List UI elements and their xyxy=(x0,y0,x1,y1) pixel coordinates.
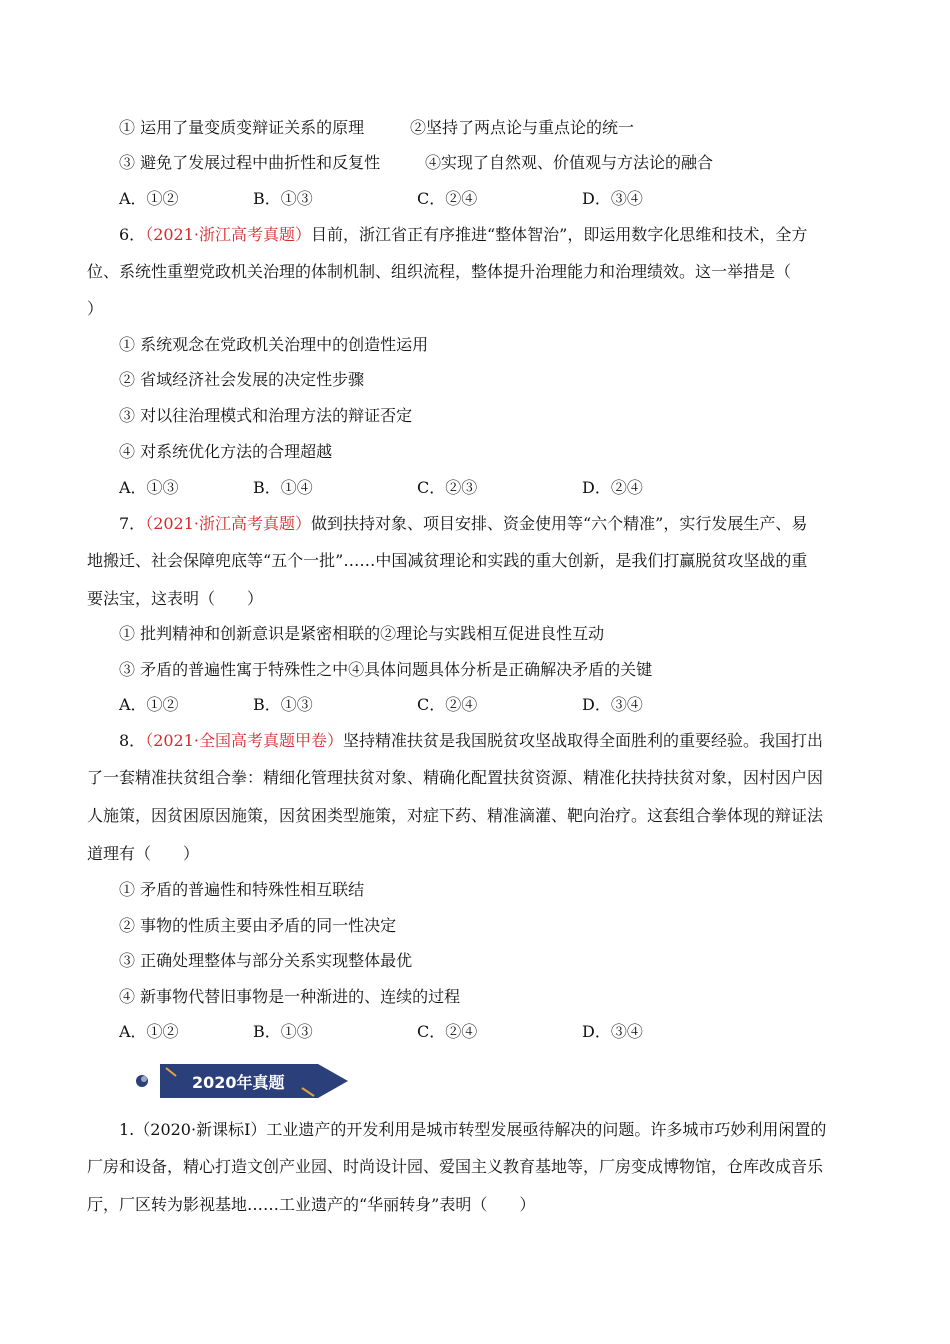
question-text: 目前，浙江省正有序推进“整体智治”，即运用数字化思维和技术，全方 xyxy=(311,225,808,244)
question-number: 7． xyxy=(119,514,146,533)
choice-a[interactable]: A．①③ xyxy=(119,478,179,497)
choice-a[interactable]: A．①② xyxy=(119,695,179,714)
q6-statement-1: ① 系统观念在党政机关治理中的创造性运用 xyxy=(119,335,429,354)
choice-d[interactable]: D．③④ xyxy=(582,695,643,714)
choice-a[interactable]: A．①② xyxy=(119,189,179,208)
choice-d[interactable]: D．③④ xyxy=(582,189,643,208)
q7-stem-line-1 xyxy=(119,514,807,534)
q5-statement-4: ④实现了自然观、价值观与方法论的融合 xyxy=(425,153,714,172)
q6-stem-line-3: ） xyxy=(87,299,104,318)
choice-d[interactable]: D．②④ xyxy=(582,478,643,497)
question-source: （2021·全国高考真题甲卷） xyxy=(145,731,343,750)
choice-b[interactable]: B．①③ xyxy=(253,695,313,714)
choice-b[interactable]: B．①③ xyxy=(253,1022,313,1041)
q6-statement-3: ③ 对以往治理模式和治理方法的辩证否定 xyxy=(119,406,413,425)
choice-a[interactable]: A．①② xyxy=(119,1022,179,1041)
choice-b[interactable]: B．①③ xyxy=(253,189,313,208)
q8-stem-line-4: 道理有（ ） xyxy=(87,844,200,863)
question-source: （2021·浙江高考真题） xyxy=(145,225,311,244)
q8-statement-1: ① 矛盾的普遍性和特殊性相互联结 xyxy=(119,880,365,899)
q2020-1-stem-line-2: 厂房和设备，精心打造文创产业园、时尚设计园、爱国主义教育基地等，厂房变成博物馆，仓库改成音乐 xyxy=(87,1157,824,1176)
choice-b[interactable]: B．①④ xyxy=(253,478,313,497)
question-text: 做到扶持对象、项目安排、资金使用等“六个精准”，实行发展生产、易 xyxy=(311,514,808,533)
section-banner xyxy=(132,1062,352,1100)
choice-c[interactable]: C．②④ xyxy=(417,1022,478,1041)
q7-statement-2: ③ 矛盾的普遍性寓于特殊性之中④具体问题具体分析是正确解决矛盾的关键 xyxy=(119,660,653,679)
q6-statement-2: ② 省域经济社会发展的决定性步骤 xyxy=(119,370,365,389)
q7-stem-line-3: 要法宝，这表明（ ） xyxy=(87,589,264,608)
q8-statement-4: ④ 新事物代替旧事物是一种渐进的、连续的过程 xyxy=(119,987,461,1006)
q5-statement-2: ②坚持了两点论与重点论的统一 xyxy=(410,118,635,137)
q8-statement-3: ③ 正确处理整体与部分关系实现整体最优 xyxy=(119,951,413,970)
q8-statement-2: ② 事物的性质主要由矛盾的同一性决定 xyxy=(119,916,397,935)
question-text: 坚持精准扶贫是我国脱贫攻坚战取得全面胜利的重要经验。我国打出 xyxy=(343,731,824,750)
q7-stem-line-2: 地搬迁、社会保障兜底等“五个一批”……中国减贫理论和实践的重大创新，是我们打赢脱贫攻坚战的重 xyxy=(87,551,808,570)
q5-statement-3: ③ 避免了发展过程中曲折性和反复性 xyxy=(119,153,381,172)
q6-stem-line-2: 位、系统性重塑党政机关治理的体制机制、组织流程，整体提升治理能力和治理绩效。这一举措是（ xyxy=(87,262,792,281)
q2020-1-stem-line-3: 厅，厂区转为影视基地……工业遗产的“华丽转身”表明（ ） xyxy=(87,1195,536,1214)
choice-c[interactable]: C．②③ xyxy=(417,478,478,497)
choice-c[interactable]: C．②④ xyxy=(417,189,478,208)
q7-statement-1: ① 批判精神和创新意识是紧密相联的②理论与实践相互促进良性互动 xyxy=(119,624,605,643)
choice-d[interactable]: D．③④ xyxy=(582,1022,643,1041)
q8-stem-line-2: 了一套精准扶贫组合拳：精细化管理扶贫对象、精确化配置扶贫资源、精准化扶持扶贫对象，因村因户因 xyxy=(87,768,824,787)
q5-statement-1: ① 运用了量变质变辩证关系的原理 xyxy=(119,118,365,137)
question-source: （2021·浙江高考真题） xyxy=(145,514,311,533)
q6-stem-line-1 xyxy=(119,225,807,245)
question-number: 8． xyxy=(119,731,146,750)
q8-stem-line-3: 人施策，因贫困原因施策，因贫困类型施策，对症下药、精准滴灌、靶向治疗。这套组合拳体现的辩证法 xyxy=(87,806,824,825)
question-number: 6． xyxy=(119,225,146,244)
q2020-1-stem-line-1: 1.（2020·新课标Ⅰ）工业遗产的开发利用是城市转型发展亟待解决的问题。许多城市巧妙利用闲置的 xyxy=(119,1120,827,1139)
section-title: 2020年真题 xyxy=(192,1073,285,1092)
q8-stem-line-1 xyxy=(119,731,823,751)
choice-c[interactable]: C．②④ xyxy=(417,695,478,714)
q6-statement-4: ④ 对系统优化方法的合理超越 xyxy=(119,442,333,461)
